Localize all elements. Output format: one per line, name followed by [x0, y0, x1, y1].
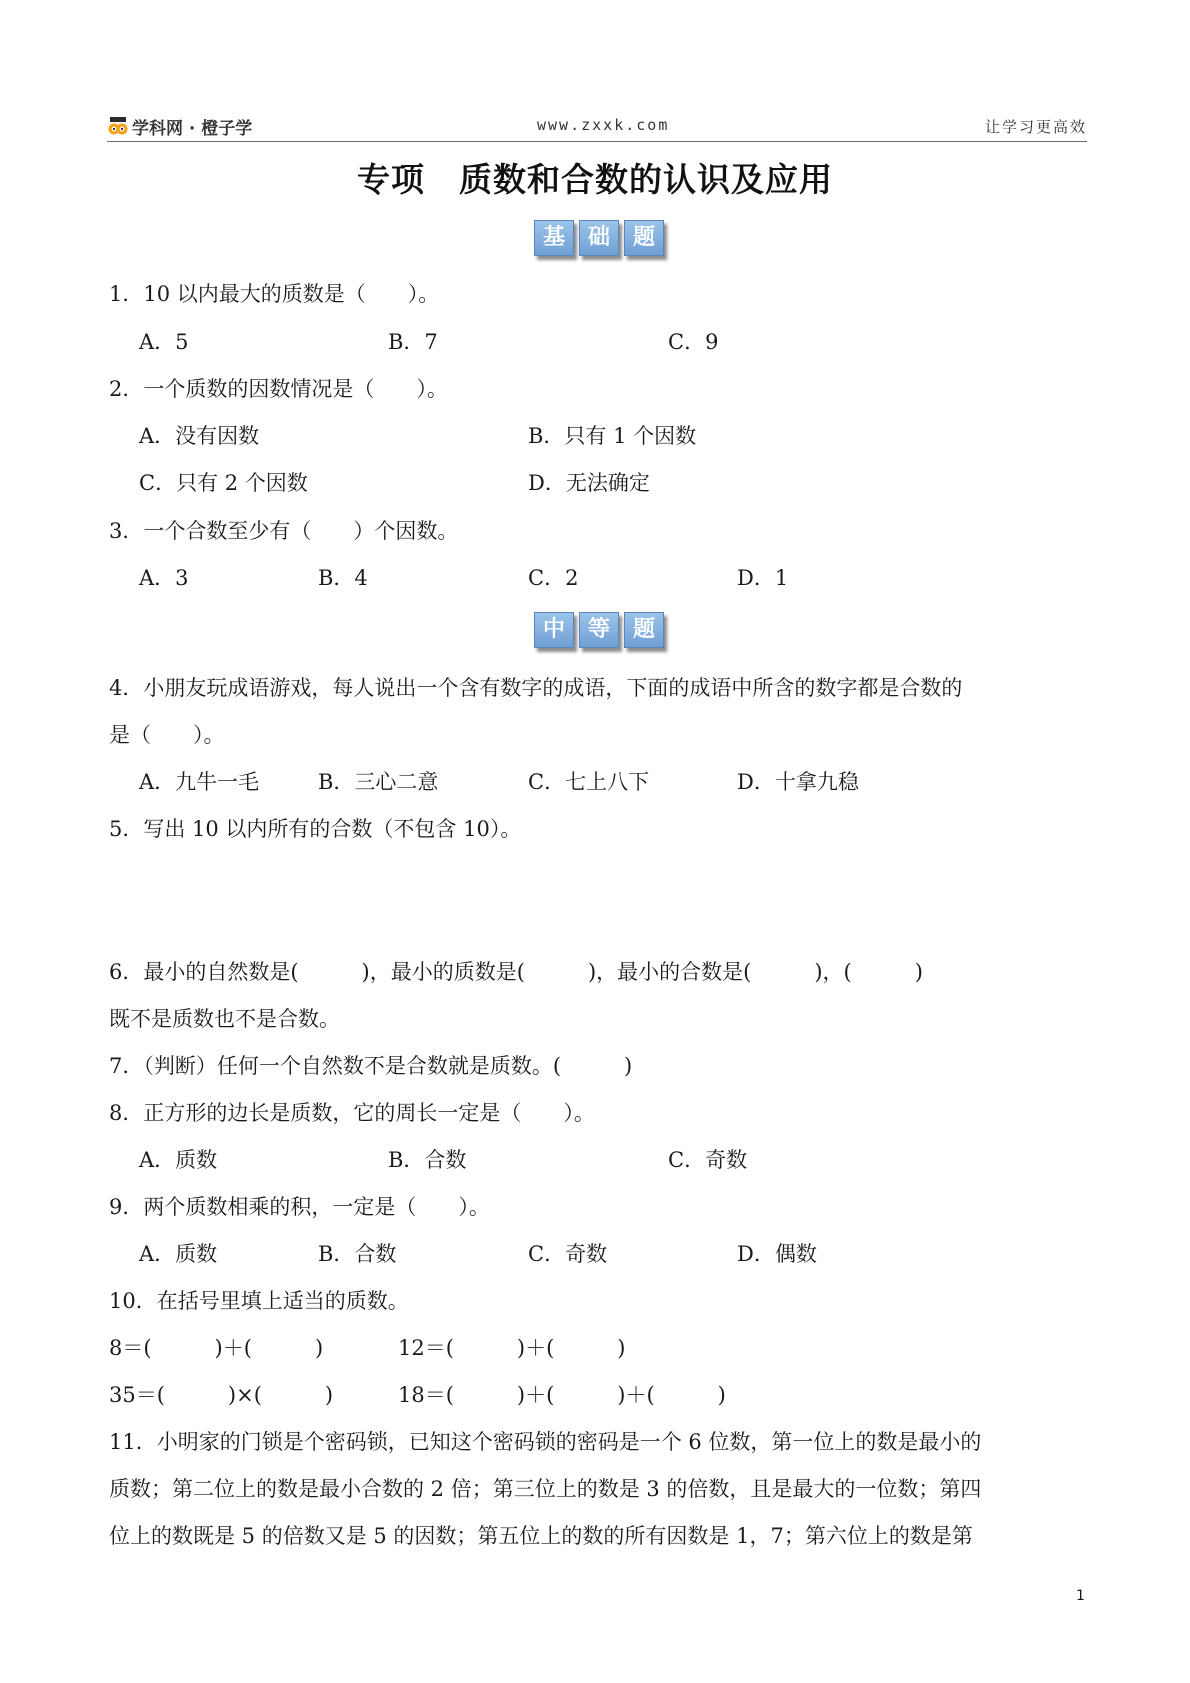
question-11-line-2: 质数；第二位上的数是最小合数的 2 倍；第三位上的数是 3 的倍数，且是最大的一位数；第四: [109, 1477, 982, 1501]
page-header: [107, 110, 1087, 142]
q4-option-d: D．十拿九稳: [737, 770, 859, 794]
question-6-line-2: 既不是质数也不是合数。: [109, 1007, 340, 1031]
section-basic-char: 基: [534, 220, 574, 256]
q2-option-d: D．无法确定: [528, 471, 650, 495]
q9-option-d: D．偶数: [737, 1242, 817, 1266]
section-basic-banner: [534, 220, 664, 256]
question-4-line-2: 是（ ）。: [109, 723, 225, 747]
question-1: 1．10 以内最大的质数是（ ）。: [109, 282, 440, 306]
question-8: 8．正方形的边长是质数，它的周长一定是（ ）。: [109, 1101, 595, 1125]
page-title: 专项 质数和合数的认识及应用: [357, 160, 833, 199]
q3-option-c: C．2: [528, 566, 579, 590]
q4-option-b: B．三心二意: [318, 770, 439, 794]
question-5: 5．写出 10 以内所有的合数（不包含 10）。: [109, 817, 522, 841]
slogan: 让学习更高效: [984, 118, 1087, 136]
q9-option-b: B．合数: [318, 1242, 397, 1266]
question-10: 10．在括号里填上适当的质数。: [109, 1289, 409, 1313]
owl-logo-icon: [107, 116, 129, 138]
q1-option-c: C．9: [668, 330, 719, 354]
section-medium-char: 等: [579, 612, 619, 648]
q8-option-a: A．质数: [139, 1148, 218, 1172]
q10-equation-1: 8＝( )＋( ): [109, 1336, 324, 1360]
question-9: 9．两个质数相乘的积，一定是（ ）。: [109, 1195, 490, 1219]
q3-option-d: D．1: [737, 566, 789, 590]
q2-option-a: A．没有因数: [139, 424, 260, 448]
section-basic-char: 题: [624, 220, 664, 256]
q2-option-b: B．只有 1 个因数: [528, 424, 697, 448]
page-number: 1: [1076, 1588, 1085, 1604]
q10-equation-2: 12＝( )＋( ): [398, 1336, 626, 1360]
question-4-line-1: 4．小朋友玩成语游戏，每人说出一个含有数字的成语，下面的成语中所含的数字都是合数的: [109, 676, 963, 700]
header-divider: [107, 141, 1087, 142]
question-3: 3．一个合数至少有（ ）个因数。: [109, 519, 459, 543]
q10-equation-3: 35＝( )×( ): [109, 1383, 334, 1407]
question-7: 7．（判断）任何一个自然数不是合数就是质数。( ): [109, 1054, 633, 1078]
q1-option-a: A．5: [139, 330, 189, 354]
q1-option-b: B．7: [388, 330, 438, 354]
q4-option-c: C．七上八下: [528, 770, 650, 794]
logo: [107, 114, 252, 139]
q3-option-b: B．4: [318, 566, 368, 590]
section-medium-banner: [534, 612, 664, 648]
q10-equation-4: 18＝( )＋( )＋( ): [398, 1383, 726, 1407]
question-11-line-3: 位上的数既是 5 的倍数又是 5 的因数；第五位上的数的所有因数是 1，7；第六位上的数是第: [109, 1524, 973, 1548]
q3-option-a: A．3: [139, 566, 189, 590]
logo-text: 学科网 · 橙子学: [132, 119, 253, 139]
q2-option-c: C．只有 2 个因数: [139, 471, 308, 495]
q9-option-c: C．奇数: [528, 1242, 608, 1266]
q8-option-c: C．奇数: [668, 1148, 748, 1172]
q9-option-a: A．质数: [139, 1242, 218, 1266]
question-6-line-1: 6．最小的自然数是( )，最小的质数是( )，最小的合数是( )，( ): [109, 960, 923, 984]
q8-option-b: B．合数: [388, 1148, 467, 1172]
site-url[interactable]: www.zxxk.com: [537, 116, 670, 134]
section-medium-char: 中: [534, 612, 574, 648]
question-2: 2．一个质数的因数情况是（ ）。: [109, 377, 448, 401]
section-basic-char: 础: [579, 220, 619, 256]
section-medium-char: 题: [624, 612, 664, 648]
question-11-line-1: 11．小明家的门锁是个密码锁，已知这个密码锁的密码是一个 6 位数，第一位上的数是最小的: [109, 1430, 982, 1454]
q4-option-a: A．九牛一毛: [139, 770, 260, 794]
